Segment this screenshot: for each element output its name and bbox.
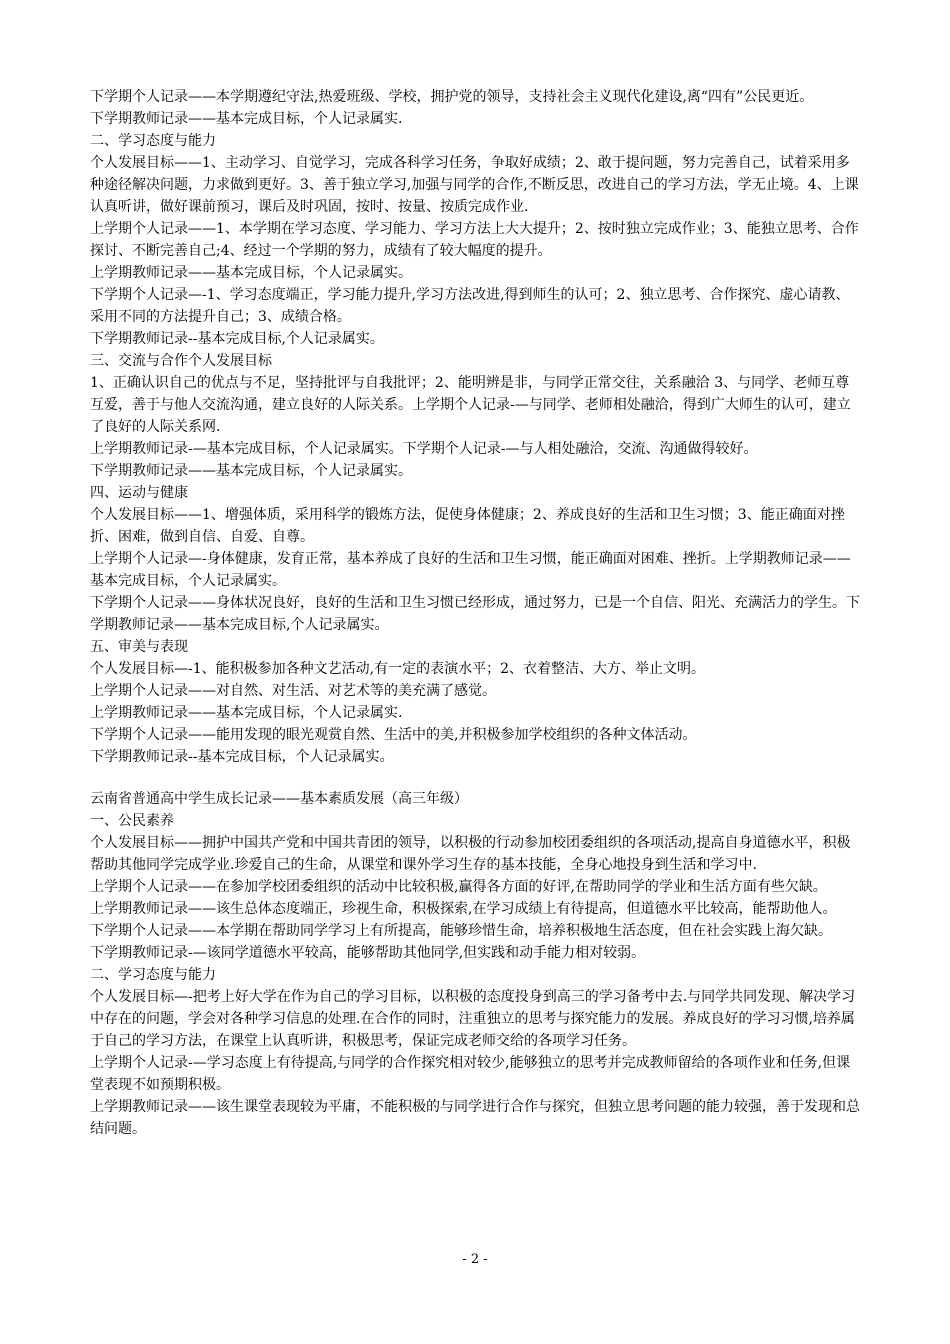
paragraph: 下学期个人记录——能用发现的眼光观赏自然、生活中的美,并积极参加学校组织的各种文体活动。 — [90, 727, 697, 743]
paragraph: 下学期教师记录--基本完成目标，个人记录属实。 — [90, 749, 394, 765]
paragraph: 上学期教师记录——该生总体态度端正，珍视生命，积极探索,在学习成绩上有待提高，但道德水平比较高，能帮助他人。 — [90, 901, 837, 917]
paragraph: 上学期个人记录——对自然、对生活、对艺术等的美充满了感觉。 — [90, 683, 496, 699]
paragraph: 下学期个人记录——身体状况良好，良好的生活和卫生习惯已经形成，通过努力，已是一个自信、阳光、充满活力的学生。下学期教师记录——基本完成目标,个人记录属实。 — [90, 595, 860, 633]
paragraph: 下学期教师记录-—该同学道德水平较高，能够帮助其他同学,但实践和动手能力相对较弱。 — [90, 945, 646, 961]
paragraph: 下学期教师记录——基本完成目标，个人记录属实. — [90, 111, 403, 127]
paragraph: 个人发展目标—-把考上好大学在作为自己的学习目标，以积极的态度投身到高三的学习备考中去.与同学共同发现、解决学习中存在的问题，学会对各种学习信息的处理.在合作的同时，注重独立的思考与探究能力的发展。养成良好的学习习惯,培养属于自己的学习方法，在课堂上认真听讲，积极思考，保证完成老师交给的各项学习任务。 — [90, 989, 856, 1049]
paragraph: 个人发展目标——1、增强体质，采用科学的锻炼方法，促使身体健康；2、养成良好的生活和卫生习惯；3、能正确面对挫折、困难，做到自信、自爱、自尊。 — [90, 507, 845, 545]
paragraph: 云南省普通高中学生成长记录——基本素质发展（高三年级） — [90, 791, 468, 807]
paragraph: 下学期个人记录—-1、学习态度端正，学习能力提升,学习方法改进,得到师生的认可；2、独立思考、合作探究、虚心请教、采用不同的方法提升自己；3、成绩合格。 — [90, 287, 850, 325]
paragraph: 上学期个人记录——1、本学期在学习态度、学习能力、学习方法上大大提升；2、按时独立完成作业；3、能独立思考、合作探讨、不断完善自己;4、经过一个学期的努力，成绩有了较大幅度的提升。 — [90, 221, 859, 259]
paragraph: 上学期个人记录-—学习态度上有待提高,与同学的合作探究相对较少,能够独立的思考并完成教师留给的各项作业和任务,但课堂表现不如预期积极。 — [90, 1055, 851, 1093]
paragraph: 三、交流与合作个人发展目标 — [90, 353, 272, 369]
paragraph: 上学期个人记录——在参加学校团委组织的活动中比较积极,赢得各方面的好评,在帮助同学的学业和生活方面有些欠缺。 — [90, 879, 827, 895]
paragraph: 1、正确认识自己的优点与不足，坚持批评与自我批评；2、能明辨是非，与同学正常交往，关系融洽 3、与同学、老师互尊互爱，善于与他人交流沟通，建立良好的人际关系。上学期个人记录-—与同学、老师相处融洽，得到广大师生的认可，建立了良好的人际关系网. — [90, 375, 851, 435]
paragraph: 四、运动与健康 — [90, 485, 188, 501]
paragraph: 上学期个人记录—-身体健康，发育正常，基本养成了良好的生活和卫生习惯，能正确面对困难、挫折。上学期教师记录——基本完成目标，个人记录属实。 — [90, 551, 851, 589]
paragraph: 一、公民素养 — [90, 813, 174, 829]
paragraph: 个人发展目标——1、主动学习、自觉学习，完成各科学习任务，争取好成绩；2、敢于提问题，努力完善自己，试着采用多种途径解决问题，力求做到更好。3、善于独立学习,加强与同学的合作,不断反思，改进自己的学习方法，学无止境。4、上课认真听讲，做好课前预习，课后及时巩固，按时、按量、按质完成作业. — [90, 155, 859, 215]
paragraph: 上学期教师记录——基本完成目标，个人记录属实。 — [90, 265, 412, 281]
document-body — [90, 86, 862, 1140]
paragraph: 下学期教师记录--基本完成目标,个人记录属实。 — [90, 331, 384, 347]
paragraph: 二、学习态度与能力 — [90, 967, 216, 983]
paragraph: 下学期教师记录——基本完成目标，个人记录属实。 — [90, 463, 412, 479]
paragraph: 上学期教师记录——基本完成目标，个人记录属实. — [90, 705, 403, 721]
paragraph: 下学期个人记录——本学期遵纪守法,热爱班级、学校，拥护党的领导，支持社会主义现代化建设,离“四有”公民更近。 — [90, 89, 814, 105]
paragraph: 下学期个人记录——本学期在帮助同学学习上有所提高，能够珍惜生命，培养积极地生活态度，但在社会实践上海欠缺。 — [90, 923, 832, 939]
paragraph: 个人发展目标——拥护中国共产党和中国共青团的领导，以积极的行动参加校团委组织的各项活动,提高自身道德水平，积极帮助其他同学完成学业.珍爱自己的生命，从课堂和课外学习生存的基本技能，全身心地投身到生活和学习中. — [90, 835, 851, 873]
paragraph: 上学期教师记录-—基本完成目标，个人记录属实。下学期个人记录-—与人相处融洽，交流、沟通做得较好。 — [90, 441, 758, 457]
paragraph: 五、审美与表现 — [90, 639, 188, 655]
blank-line — [90, 768, 862, 788]
paragraph: 个人发展目标—-1、能积极参加各种文艺活动,有一定的表演水平；2、衣着整洁、大方、举止文明。 — [90, 661, 705, 677]
page-number: - 2 - — [462, 1252, 488, 1267]
paragraph: 上学期教师记录——该生课堂表现较为平庸，不能积极的与同学进行合作与探究，但独立思考问题的能力较强，善于发现和总结问题。 — [90, 1099, 860, 1137]
paragraph: 二、学习态度与能力 — [90, 133, 216, 149]
